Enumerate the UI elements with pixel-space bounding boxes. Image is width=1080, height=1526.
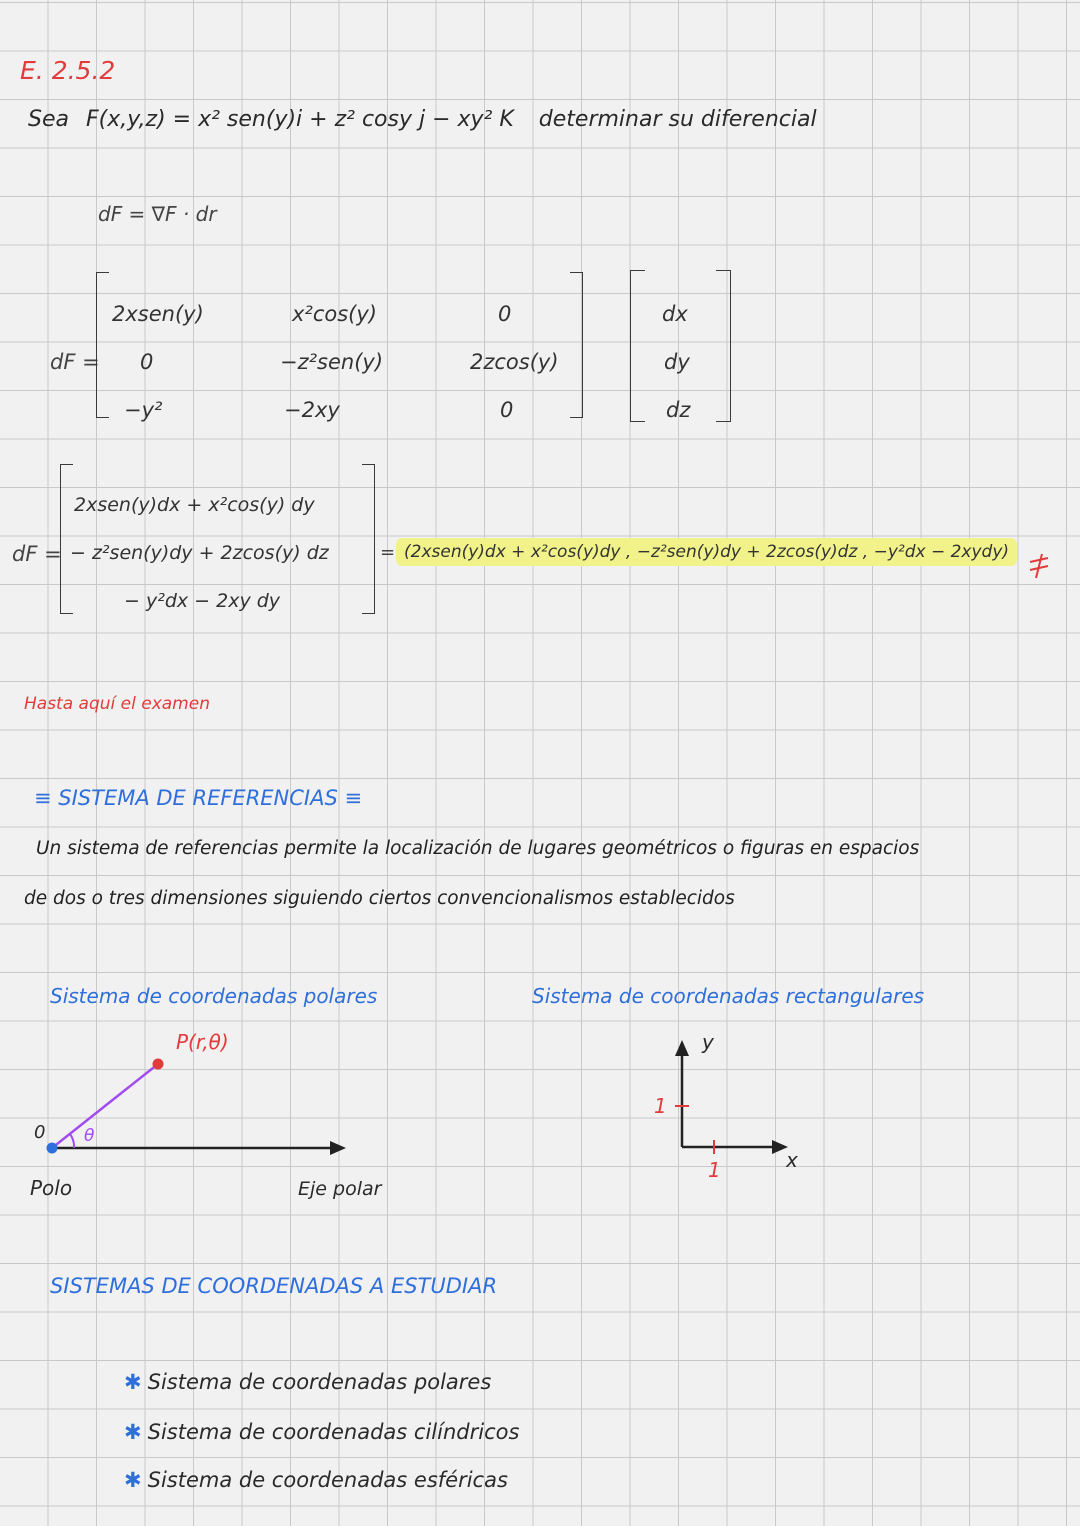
statement-lead: Sea xyxy=(28,107,69,132)
result-highlight: (2xsen(y)dx + x²cos(y)dy , −z²sen(y)dy + 2zcos(y)dz , −y²dx − 2xydy) xyxy=(396,538,1017,566)
vector-cell: dy xyxy=(664,350,690,374)
jacobian-cell: 0 xyxy=(500,398,514,422)
jacobian-cell: 2zcos(y) xyxy=(470,350,559,374)
jacobian-left-bracket xyxy=(96,272,109,418)
jacobian-right-bracket xyxy=(570,272,583,418)
rect-x-tick-label: 1 xyxy=(708,1158,721,1182)
vector-cell: dx xyxy=(662,302,688,326)
jacobian-cell: −z²sen(y) xyxy=(280,350,384,374)
polar-pole-label: Polo xyxy=(30,1176,73,1200)
jacobian-cell: 2xsen(y) xyxy=(112,302,204,326)
polar-axis-arrow xyxy=(330,1141,346,1155)
polar-angle-arc xyxy=(70,1134,74,1148)
rect-title: Sistema de coordenadas rectangulares xyxy=(532,984,925,1008)
polar-radius-line xyxy=(52,1064,158,1148)
result-equals: = xyxy=(380,542,396,563)
jacobian-cell: 0 xyxy=(140,350,154,374)
exercise-statement xyxy=(28,107,817,132)
jacobian-cell: 0 xyxy=(498,302,512,326)
result-right-bracket xyxy=(362,464,375,614)
vector-cell: dz xyxy=(666,398,691,422)
result-row: − z²sen(y)dy + 2zcos(y) dz xyxy=(70,542,329,564)
study-item xyxy=(124,1468,508,1492)
differential-formula: dF = ∇F · dr xyxy=(98,202,217,226)
exercise-number: E. 2.5.2 xyxy=(20,56,116,85)
polar-origin-point xyxy=(47,1143,58,1154)
asterisk-icon: ✱ xyxy=(124,1468,142,1492)
polar-point xyxy=(153,1059,164,1070)
jacobian-cell: x²cos(y) xyxy=(292,302,377,326)
asterisk-icon: ✱ xyxy=(124,1370,142,1394)
study-item-label: Sistema de coordenadas cilíndricos xyxy=(147,1420,520,1444)
result-row: − y²dx − 2xy dy xyxy=(124,590,281,612)
polar-title: Sistema de coordenadas polares xyxy=(50,984,378,1008)
rect-y-arrow xyxy=(675,1040,689,1056)
polar-axis-label: Eje polar xyxy=(298,1178,382,1200)
result-lhs: dF = xyxy=(12,542,62,566)
study-title: SISTEMAS DE COORDENADAS A ESTUDIAR xyxy=(50,1274,498,1298)
study-item-label: Sistema de coordenadas esféricas xyxy=(147,1468,508,1492)
matrix-lhs: dF = xyxy=(50,350,100,374)
result-row: 2xsen(y)dx + x²cos(y) dy xyxy=(74,494,315,516)
vector-right-bracket xyxy=(716,270,731,422)
section-paragraph-line: Un sistema de referencias permite la localización de lugares geométricos o figuras en espacios xyxy=(36,838,920,859)
rect-y-label: y xyxy=(702,1030,714,1054)
jacobian-cell: −y² xyxy=(124,398,163,422)
study-item xyxy=(124,1420,519,1444)
rect-x-label: x xyxy=(786,1148,798,1172)
section-title: ≡ SISTEMA DE REFERENCIAS ≡ xyxy=(34,786,363,810)
jacobian-cell: −2xy xyxy=(284,398,340,422)
vector-left-bracket xyxy=(630,270,645,422)
result-left-bracket xyxy=(60,464,73,614)
result-done-mark xyxy=(1026,552,1052,582)
study-item xyxy=(124,1370,491,1394)
polar-angle-label: θ xyxy=(84,1126,95,1146)
statement-function: F(x,y,z) = x² sen(y)i + z² cosy j − xy² K xyxy=(85,107,514,132)
statement-tail: determinar su diferencial xyxy=(538,107,817,132)
asterisk-icon: ✱ xyxy=(124,1420,142,1444)
study-item-label: Sistema de coordenadas polares xyxy=(147,1370,492,1394)
exam-note: Hasta aquí el examen xyxy=(24,694,210,714)
rect-y-tick-label: 1 xyxy=(654,1094,667,1118)
polar-point-label: P(r,θ) xyxy=(176,1030,229,1054)
section-paragraph-line: de dos o tres dimensiones siguiendo ciertos convencionalismos establecidos xyxy=(24,888,735,909)
polar-origin-label: 0 xyxy=(34,1122,46,1143)
